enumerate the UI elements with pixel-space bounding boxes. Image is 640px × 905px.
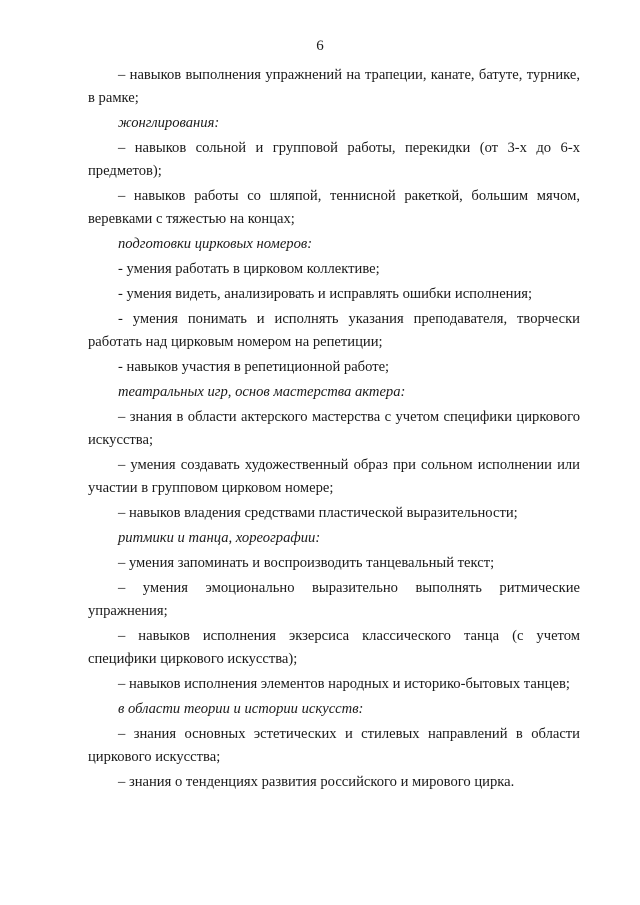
section-heading: ритмики и танца, хореографии: bbox=[118, 530, 321, 546]
section-heading: театральных игр, основ мастерства актера: bbox=[118, 384, 406, 400]
section-heading: жонглирования: bbox=[118, 115, 220, 131]
list-item: – знания в области актерского мастерства с учетом специфики циркового искусства; bbox=[88, 409, 580, 448]
list-item: – умения запоминать и воспроизводить танцевальный текст; bbox=[118, 555, 495, 571]
list-item: – знания о тенденциях развития российского и мирового цирка. bbox=[118, 774, 515, 790]
page-number: 6 bbox=[316, 38, 324, 54]
list-item: – навыков исполнения элементов народных и историко-бытовых танцев; bbox=[118, 676, 570, 692]
list-item: - умения понимать и исполнять указания преподавателя, творчески работать над цирковым номером на репетиции; bbox=[88, 311, 580, 350]
list-item: - умения видеть, анализировать и исправлять ошибки исполнения; bbox=[118, 286, 533, 302]
list-item: – навыков исполнения экзерсиса классического танца (с учетом специфики циркового искусства); bbox=[88, 628, 580, 667]
list-item: - навыков участия в репетиционной работе; bbox=[118, 359, 390, 375]
list-item: – умения эмоционально выразительно выполнять ритмические упражнения; bbox=[88, 580, 580, 619]
section-heading: в области теории и истории искусств: bbox=[118, 701, 364, 717]
section-heading: подготовки цирковых номеров: bbox=[118, 236, 313, 252]
list-item: – навыков выполнения упражнений на трапеции, канате, батуте, турнике, в рамке; bbox=[88, 67, 580, 106]
list-item: – умения создавать художественный образ при сольном исполнении или участии в групповом цирковом номере; bbox=[88, 457, 580, 496]
list-item: – навыков владения средствами пластической выразительности; bbox=[118, 505, 518, 521]
list-item: - умения работать в цирковом коллективе; bbox=[118, 261, 380, 277]
page-content bbox=[88, 64, 580, 794]
list-item: – знания основных эстетических и стилевых направлений в области циркового искусства; bbox=[88, 726, 580, 765]
list-item: – навыков работы со шляпой, теннисной ракеткой, большим мячом, веревками с тяжестью на концах; bbox=[88, 188, 580, 227]
list-item: – навыков сольной и групповой работы, перекидки (от 3-х до 6-х предметов); bbox=[88, 140, 580, 179]
